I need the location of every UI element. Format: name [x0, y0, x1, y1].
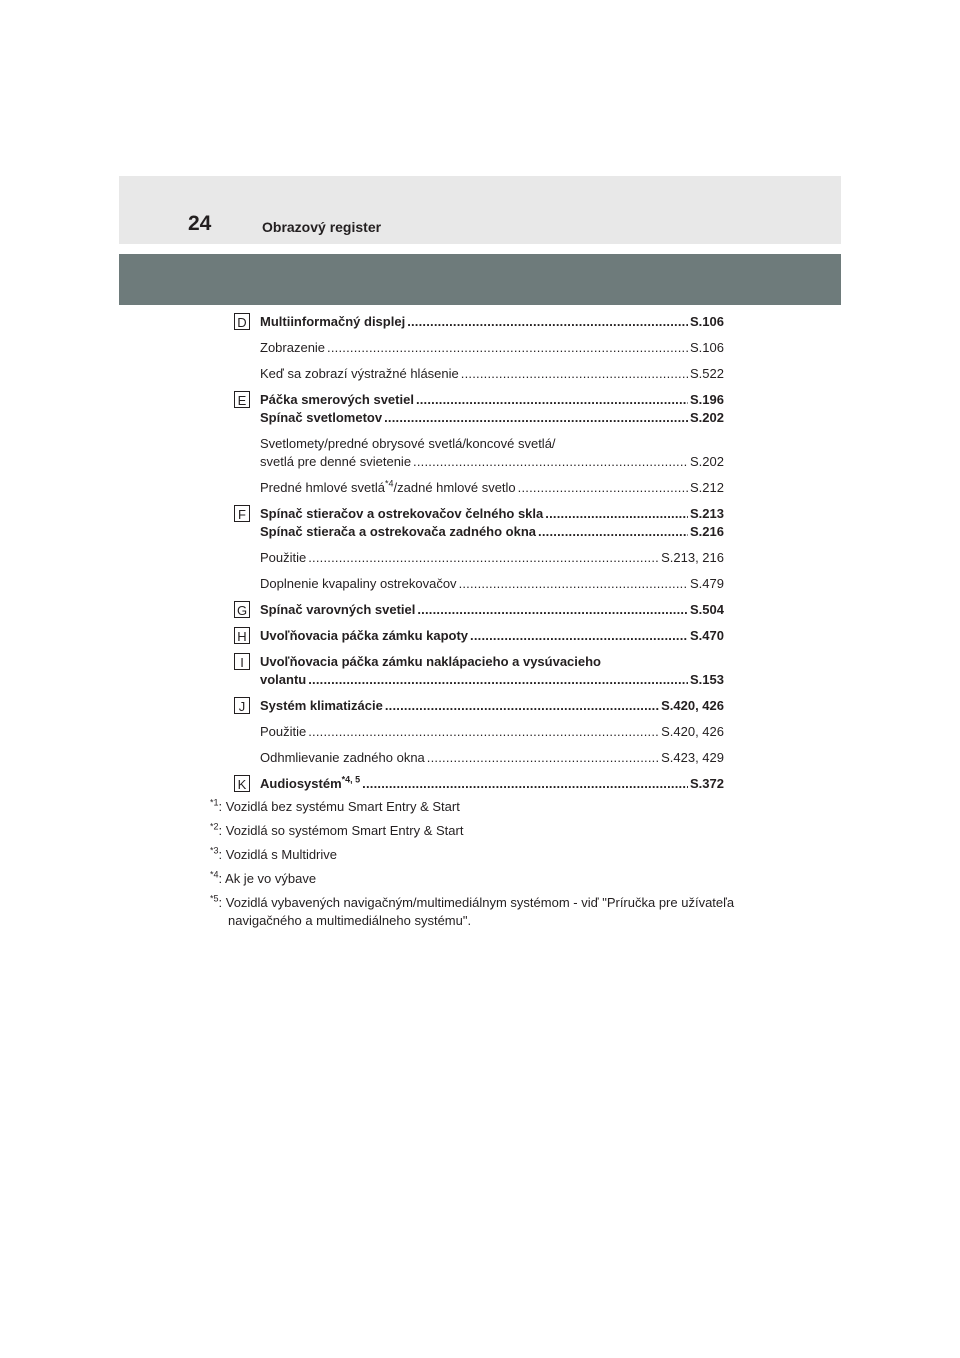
entry-label-text: Spínač stieračov a ostrekovačov čelného skla	[260, 506, 544, 521]
entry-label-text: Odhmlievanie zadného okna	[260, 750, 425, 765]
index-entry	[228, 409, 724, 427]
entry-label	[260, 749, 425, 767]
entry-label	[260, 313, 405, 331]
entry-label	[260, 409, 382, 427]
callout-letter-box: D	[234, 313, 250, 330]
page-reference: S.213, 216	[661, 550, 724, 565]
footnote-text: : Vozidlá vybavených navigačným/multimediálnym systémom - viď "Príručka pre užívateľa navigačného a multimediálneho systému".	[218, 895, 735, 928]
entry-label	[260, 775, 360, 793]
entry-label	[260, 549, 306, 567]
index-entry	[228, 601, 724, 619]
page-reference: S.470	[690, 628, 724, 643]
entry-label	[260, 723, 306, 741]
index-entry	[228, 435, 724, 471]
dot-leader	[327, 339, 688, 357]
footnote-ref: *4, 5	[341, 774, 361, 785]
entry-label-pre: Predné hmlové svetlá	[260, 480, 386, 495]
page-reference: S.504	[690, 602, 724, 617]
section-title: Obrazový register	[262, 219, 382, 235]
footnote-mark: *1	[210, 797, 219, 808]
dot-leader	[518, 479, 688, 497]
entry-label-pre: Audiosystém	[260, 776, 342, 791]
title-band	[119, 254, 841, 305]
index-entry	[228, 653, 724, 689]
entry-label-text: Spínač svetlometov	[260, 410, 383, 425]
callout-letter-box: I	[234, 653, 250, 670]
dot-leader	[545, 505, 688, 523]
index-entry	[228, 505, 724, 523]
page-reference: S.106	[690, 314, 724, 329]
page-reference: S.372	[690, 776, 724, 791]
dot-leader	[538, 523, 688, 541]
callout-letter-box: K	[234, 775, 250, 792]
entry-label-text: volantu	[260, 672, 307, 687]
page-reference: S.153	[690, 672, 724, 687]
page-reference: S.106	[690, 340, 724, 355]
footnote-text: : Vozidlá bez systému Smart Entry & Start	[218, 799, 460, 814]
entry-label	[260, 391, 414, 409]
dot-leader	[308, 723, 659, 741]
dot-leader	[308, 549, 659, 567]
footnote-mark: *4	[210, 869, 219, 880]
footnote-text: : Ak je vo výbave	[218, 871, 317, 886]
entry-label-text: Keď sa zobrazí výstražné hlásenie	[260, 366, 459, 381]
index-entry	[228, 723, 724, 741]
entry-text-line: Svetlomety/predné obrysové svetlá/koncové svetlá/	[260, 436, 556, 451]
entry-label	[260, 697, 383, 715]
footnote	[210, 822, 750, 840]
dot-leader	[362, 775, 688, 793]
index-entry	[228, 775, 724, 793]
footnote-mark: *5	[210, 893, 219, 904]
dot-leader	[384, 409, 688, 427]
entry-label-text: /zadné hmlové svetlo	[393, 480, 516, 495]
dot-leader	[416, 391, 688, 409]
footnote	[210, 798, 750, 816]
dot-leader	[385, 697, 659, 715]
footnote-mark: *2	[210, 821, 219, 832]
header-band	[119, 176, 841, 244]
entry-label-text: svetlá pre denné svietenie	[260, 454, 412, 469]
footnote	[210, 894, 750, 930]
page-reference: S.212	[690, 480, 724, 495]
index-entry	[228, 627, 724, 645]
callout-letter-box: E	[234, 391, 250, 408]
footnote-mark: *3	[210, 845, 219, 856]
entry-label	[260, 671, 306, 689]
footnote	[210, 870, 750, 888]
page-reference: S.420, 426	[661, 724, 724, 739]
entry-label	[260, 505, 543, 523]
dot-leader	[427, 749, 659, 767]
dot-leader	[417, 601, 688, 619]
index-list	[228, 313, 724, 801]
index-entry	[228, 749, 724, 767]
footnote-ref: *4	[385, 478, 394, 489]
entry-label-text: Použitie	[260, 724, 307, 739]
index-entry	[228, 575, 724, 593]
callout-letter-box: F	[234, 505, 250, 522]
index-entry	[228, 523, 724, 541]
dot-leader	[413, 453, 688, 471]
page-reference: S.213	[690, 506, 724, 521]
dot-leader	[461, 365, 688, 383]
entry-label	[260, 453, 411, 471]
entry-label-text: Páčka smerových svetiel	[260, 392, 414, 407]
page-number: 24	[188, 212, 212, 235]
dot-leader	[470, 627, 688, 645]
page-reference: S.423, 429	[661, 750, 724, 765]
index-entry	[228, 339, 724, 357]
entry-label-text: Doplnenie kvapaliny ostrekovačov	[260, 576, 457, 591]
entry-label	[260, 339, 325, 357]
footnote-text: : Vozidlá so systémom Smart Entry & Start	[218, 823, 464, 838]
entry-label-text: Uvoľňovacia páčka zámku kapoty	[260, 628, 469, 643]
page-reference: S.196	[690, 392, 724, 407]
footnote	[210, 846, 750, 864]
index-entry	[228, 549, 724, 567]
index-entry	[228, 391, 724, 409]
entry-label-text: Spínač varovných svetiel	[260, 602, 416, 617]
entry-label-text: Multiinformačný displej	[260, 314, 406, 329]
page-reference: S.216	[690, 524, 724, 539]
page-reference: S.420, 426	[661, 698, 724, 713]
entry-label-text: Použitie	[260, 550, 307, 565]
dot-leader	[459, 575, 688, 593]
page-reference: S.202	[690, 410, 724, 425]
entry-label	[260, 601, 415, 619]
callout-letter-box: G	[234, 601, 250, 618]
callout-letter-box: H	[234, 627, 250, 644]
index-entry	[228, 365, 724, 383]
footnote-text: : Vozidlá s Multidrive	[218, 847, 338, 862]
page-reference: S.479	[690, 576, 724, 591]
entry-label	[260, 479, 516, 497]
entry-label	[260, 575, 457, 593]
page-reference: S.202	[690, 454, 724, 469]
page-reference: S.522	[690, 366, 724, 381]
entry-label-text: Spínač stierača a ostrekovača zadného okna	[260, 524, 537, 539]
entry-label-text: Systém klimatizácie	[260, 698, 383, 713]
entry-label	[260, 627, 468, 645]
index-entry	[228, 697, 724, 715]
callout-letter-box: J	[234, 697, 250, 714]
entry-label	[260, 523, 536, 541]
footnotes	[210, 798, 750, 936]
entry-label	[260, 365, 459, 383]
entry-text-line: Uvoľňovacia páčka zámku naklápacieho a vysúvacieho	[260, 654, 602, 669]
dot-leader	[407, 313, 688, 331]
entry-label-text: Zobrazenie	[260, 340, 326, 355]
index-entry	[228, 313, 724, 331]
dot-leader	[308, 671, 688, 689]
index-entry	[228, 479, 724, 497]
